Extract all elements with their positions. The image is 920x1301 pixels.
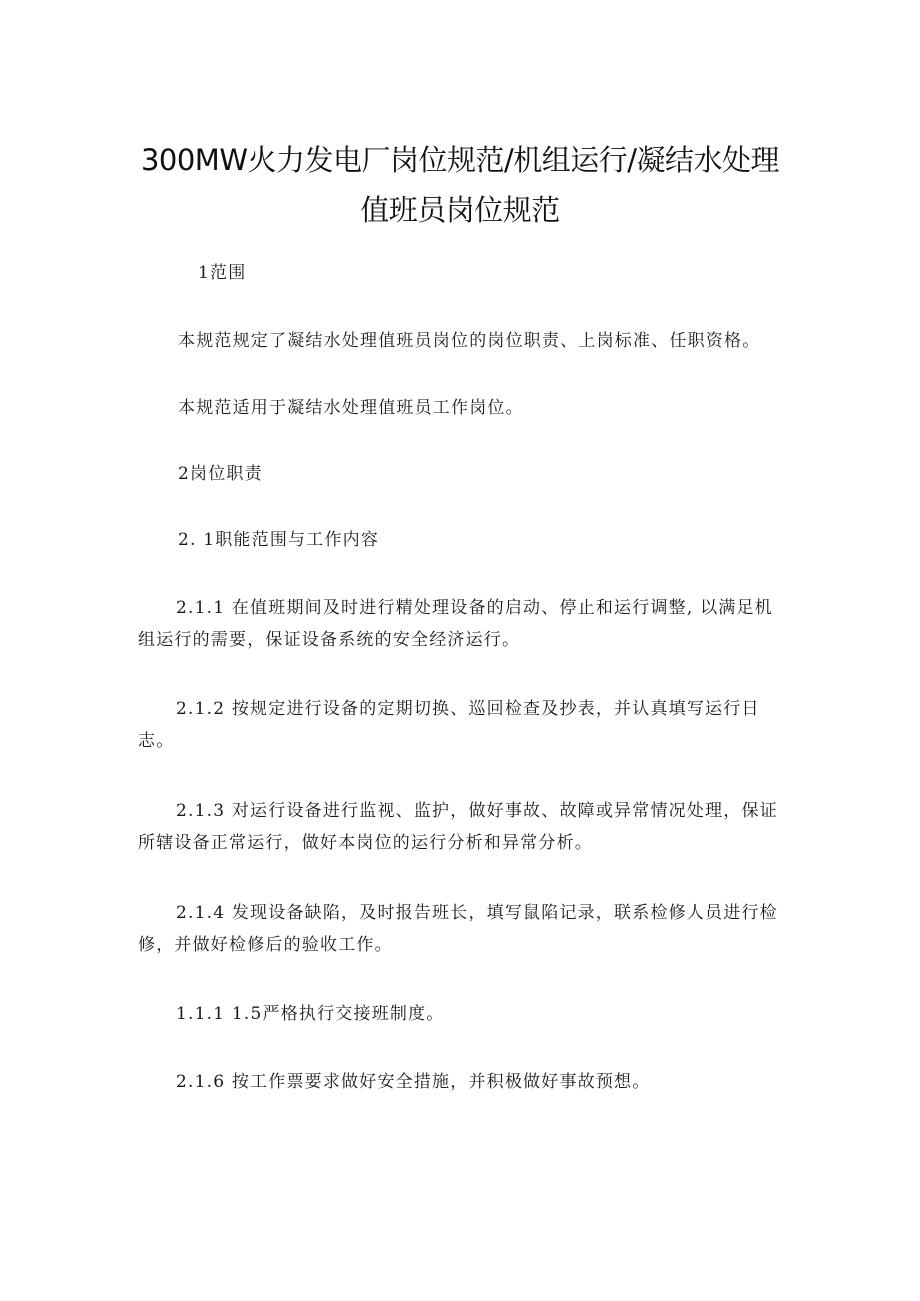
section-heading-scope: 1范围 [198, 263, 247, 283]
document-title-line-2: 值班员岗位规范 [360, 193, 560, 227]
list-item: 2.1.6 按工作票要求做好安全措施，并积极做好事故预想。 [176, 1072, 651, 1092]
list-item: 2.1.4 发现设备缺陷，及时报告班长，填写鼠陷记录，联系检修人员进行检修，并做好检修后的验收工作。 [138, 903, 778, 955]
paragraph: 本规范规定了凝结水处理值班员岗位的岗位职责、上岗标准、任职资格。 [178, 331, 761, 351]
document-title-line-1: 300MW火力发电厂岗位规范/机组运行/凝结水处理 [140, 143, 780, 177]
subsection-heading: 2. 1职能范围与工作内容 [178, 530, 380, 550]
list-item: 1.1.1 1.5严格执行交接班制度。 [176, 1004, 445, 1024]
list-item: 2.1.2 按规定进行设备的定期切换、巡回检查及抄表，并认真填写运行日志。 [138, 699, 760, 751]
paragraph: 本规范适用于凝结水处理值班员工作岗位。 [178, 398, 524, 418]
list-item: 2.1.1 在值班期间及时进行精处理设备的启动、停止和运行调整, 以满足机组运行的需要，保证设备系统的安全经济运行。 [138, 598, 773, 650]
list-item: 2.1.3 对运行设备进行监视、监护，做好事故、故障或异常情况处理，保证所辖设备正常运行，做好本岗位的运行分析和异常分析。 [138, 801, 778, 853]
section-heading-duties: 2岗位职责 [178, 464, 263, 484]
